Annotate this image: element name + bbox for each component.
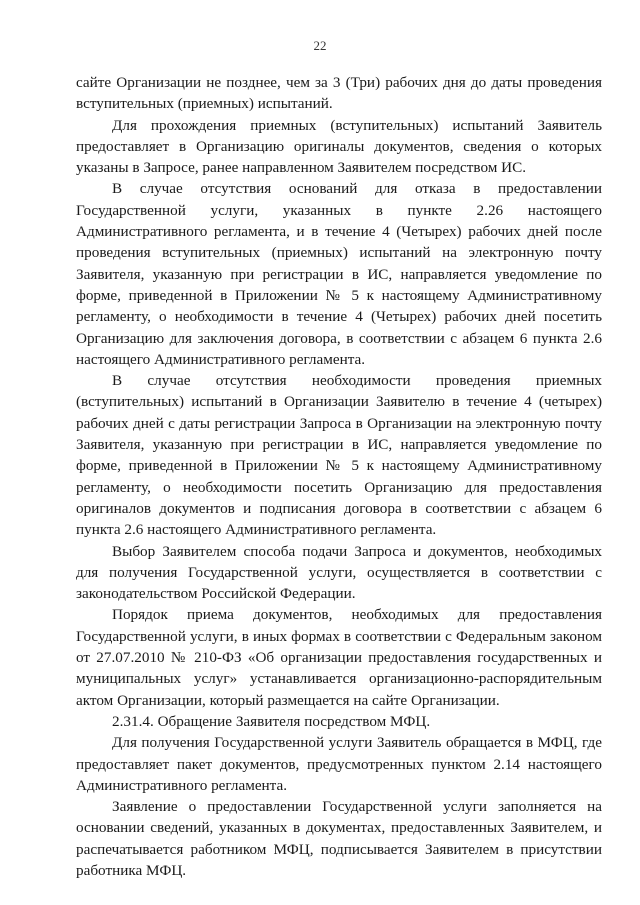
paragraph-acceptance-procedure: Порядок приема документов, необходимых для предоставления Государственной услуги, в иных формах в соответствии с Федеральным законом от 27.07.2010 № 210-ФЗ «Об организации предоставления государственных и муниципальных услуг» устанавливается организационно-распорядительным актом Организации, который размещается на сайте Организации.: [76, 606, 602, 709]
page-number: 22: [313, 38, 327, 53]
document-body: [76, 72, 602, 881]
paragraph-original-documents: Для прохождения приемных (вступительных) испытаний Заявитель предоставляет в Организацию оригиналы документов, сведения о которых указаны в Запросе, ранее направленном Заявителем посредством ИС.: [76, 116, 602, 177]
section-heading-mfc: 2.31.4. Обращение Заявителя посредством МФЦ.: [112, 712, 431, 730]
paragraph-no-refusal-grounds: В случае отсутствия оснований для отказа в предоставлении Государственной услуги, указанных в пункте 2.26 настоящего Административного регламента, и в течение 4 (Четырех) рабочих дней после проведения вступительных (приемных) испытаний на электронную почту Заявителя, указанную при регистрации в ИС, направляется уведомление по форме, приведенной в Приложении № 5 к настоящему Административному регламенту, о необходимости в течение 4 (Четырех) рабочих дней посетить Организацию для заключения договора, в соответствии с абзацем 6 пункта 2.6 настоящего Административного регламента.: [76, 180, 602, 368]
paragraph-mfc-application: Для получения Государственной услуги Заявитель обращается в МФЦ, где предоставляет пакет документов, предусмотренных пунктом 2.14 настоящего Административного регламента.: [76, 734, 602, 794]
paragraph-mfc-form-filling: Заявление о предоставлении Государственной услуги заполняется на основании сведений, указанных в документах, предоставленных Заявителем, и распечатывается работником МФЦ, подписывается Заявителем в присутствии работника МФЦ.: [76, 798, 602, 879]
paragraph-submission-method: Выбор Заявителем способа подачи Запроса и документов, необходимых для получения Государственной услуги, осуществляется в соответствии с законодательством Российской Федерации.: [76, 542, 602, 603]
paragraph-continuation: сайте Организации не позднее, чем за 3 (Три) рабочих дня до даты проведения вступительных (приемных) испытаний.: [76, 74, 602, 113]
paragraph-no-entrance-tests: В случае отсутствия необходимости проведения приемных (вступительных) испытаний в Организации Заявителю в течение 4 (четырех) рабочих дней с даты регистрации Запроса в Организации на электронную почту Заявителя, указанную при регистрации в ИС, направляется уведомление по форме, приведенной в Приложении № 5 к настоящему Административному регламенту, о необходимости посетить Организацию для предоставления оригиналов документов и подписания договора в соответствии с абзацем 6 пункта 2.6 настоящего Административного регламента.: [76, 372, 602, 539]
